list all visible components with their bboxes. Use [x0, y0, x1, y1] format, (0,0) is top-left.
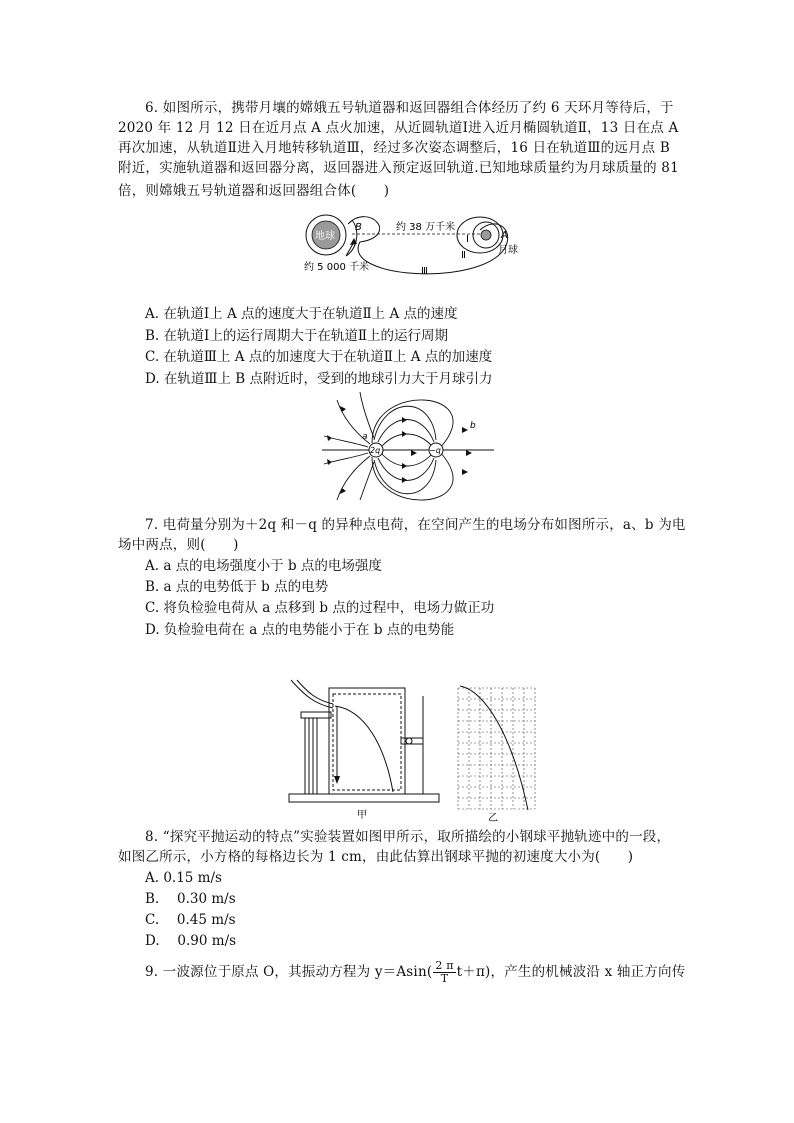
q6-line-4: 附近，实施轨道器和返回器分离，返回器进入预定返回轨道.已知地球质量约为月球质量的 81 [118, 160, 679, 176]
q8-line-1: 8. “探究平抛运动的特点”实验装置如图甲所示，取所描绘的小钢球平抛轨迹中的一段， [145, 829, 671, 845]
q7-line-2: 场中两点，则( ) [118, 537, 239, 553]
point-a-label: a [362, 432, 368, 442]
positive-charge-label: 2q [370, 446, 381, 455]
q6-option-b: B. 在轨道Ⅰ上的运行周期大于在轨道Ⅱ上的运行周期 [145, 328, 449, 344]
field-line-figure [322, 390, 494, 502]
q7-line-1: 7. 电荷量分别为＋2q 和－q 的异种点电荷，在空间产生的电场分布如图所示，a、b 为电 [145, 517, 686, 533]
q8-option-a: A. 0.15 m/s [145, 870, 222, 886]
q9-text-before: 9. 一波源位于原点 O，其振动方程为 y＝Asin( [145, 964, 433, 980]
q6-option-a: A. 在轨道Ⅰ上 A 点的速度大于在轨道Ⅱ上 A 点的速度 [145, 306, 458, 322]
q7-option-c: C. 将负检验电荷从 a 点移到 b 点的过程中，电场力做正功 [145, 600, 495, 616]
point-b-label: b [470, 421, 476, 431]
figure-left-label: 甲 [357, 810, 367, 821]
q7-option-b: B. a 点的电势低于 b 点的电势 [145, 579, 329, 595]
figure-right-label: 乙 [488, 813, 498, 824]
orbit-2 [457, 217, 503, 253]
q6-line-2: 2020 年 12 月 12 日在近月点 A 点火加速，从近圆轨道Ⅰ进入近月椭圆轨道Ⅱ，13 日在点 A [118, 120, 679, 136]
point-a-label: A [501, 230, 508, 241]
q9-fraction-denominator: T [440, 972, 449, 985]
grid-figure [454, 684, 540, 824]
trajectory-curve [460, 686, 528, 810]
q8-option-d: D. 0.90 m/s [145, 933, 237, 949]
moon [481, 230, 491, 240]
apparatus-figure [285, 676, 445, 824]
q6-line-3: 再次加速，从轨道Ⅱ进入月地转移轨道Ⅲ，经过多次姿态调整后，16 日在轨道Ⅲ的远月点 B [118, 140, 670, 156]
q9-fraction [433, 960, 455, 985]
q6-line-1: 6. 如图所示，携带月壤的嫦娥五号轨道器和返回器组合体经历了约 6 天环月等待后，于 [145, 100, 674, 116]
altitude-label: 约 5 000 千米 [304, 262, 369, 273]
q7-option-a: A. a 点的电场强度小于 b 点的电场强度 [145, 558, 382, 574]
point-b-label: B [355, 222, 362, 233]
q9-line-1 [145, 958, 685, 986]
q7-option-d: D. 负检验电荷在 a 点的电势能小于在 b 点的电势能 [145, 622, 455, 638]
orbit-2-label: Ⅱ [461, 250, 466, 261]
earth-label: 地球 [315, 231, 335, 242]
q6-line-5: 倍，则嫦娥五号轨道器和返回器组合体( ) [118, 183, 390, 199]
q6-option-d: D. 在轨道Ⅲ上 B 点附近时，受到的地球引力大于月球引力 [145, 371, 493, 387]
q8-option-b: B. 0.30 m/s [145, 891, 236, 907]
orbit-figure [300, 208, 525, 284]
orbit-3-label: Ⅲ [421, 266, 428, 277]
distance-label: 约 38 万千米 [396, 222, 456, 233]
orbit-1-label: Ⅰ [466, 234, 469, 245]
q8-line-2: 如图乙所示，小方格的每格边长为 1 cm，由此估算出钢球平抛的初速度大小为( ) [118, 849, 634, 865]
moon-label: 月球 [498, 245, 518, 256]
q9-fraction-numerator: 2 π [435, 959, 454, 972]
negative-charge-label: −q [429, 446, 441, 455]
q9-text-after: t＋π)，产生的机械波沿 x 轴正方向传 [456, 964, 686, 980]
q8-option-c: C. 0.45 m/s [145, 912, 236, 928]
q6-option-c: C. 在轨道Ⅲ上 A 点的加速度大于在轨道Ⅱ上 A 点的加速度 [145, 349, 493, 365]
